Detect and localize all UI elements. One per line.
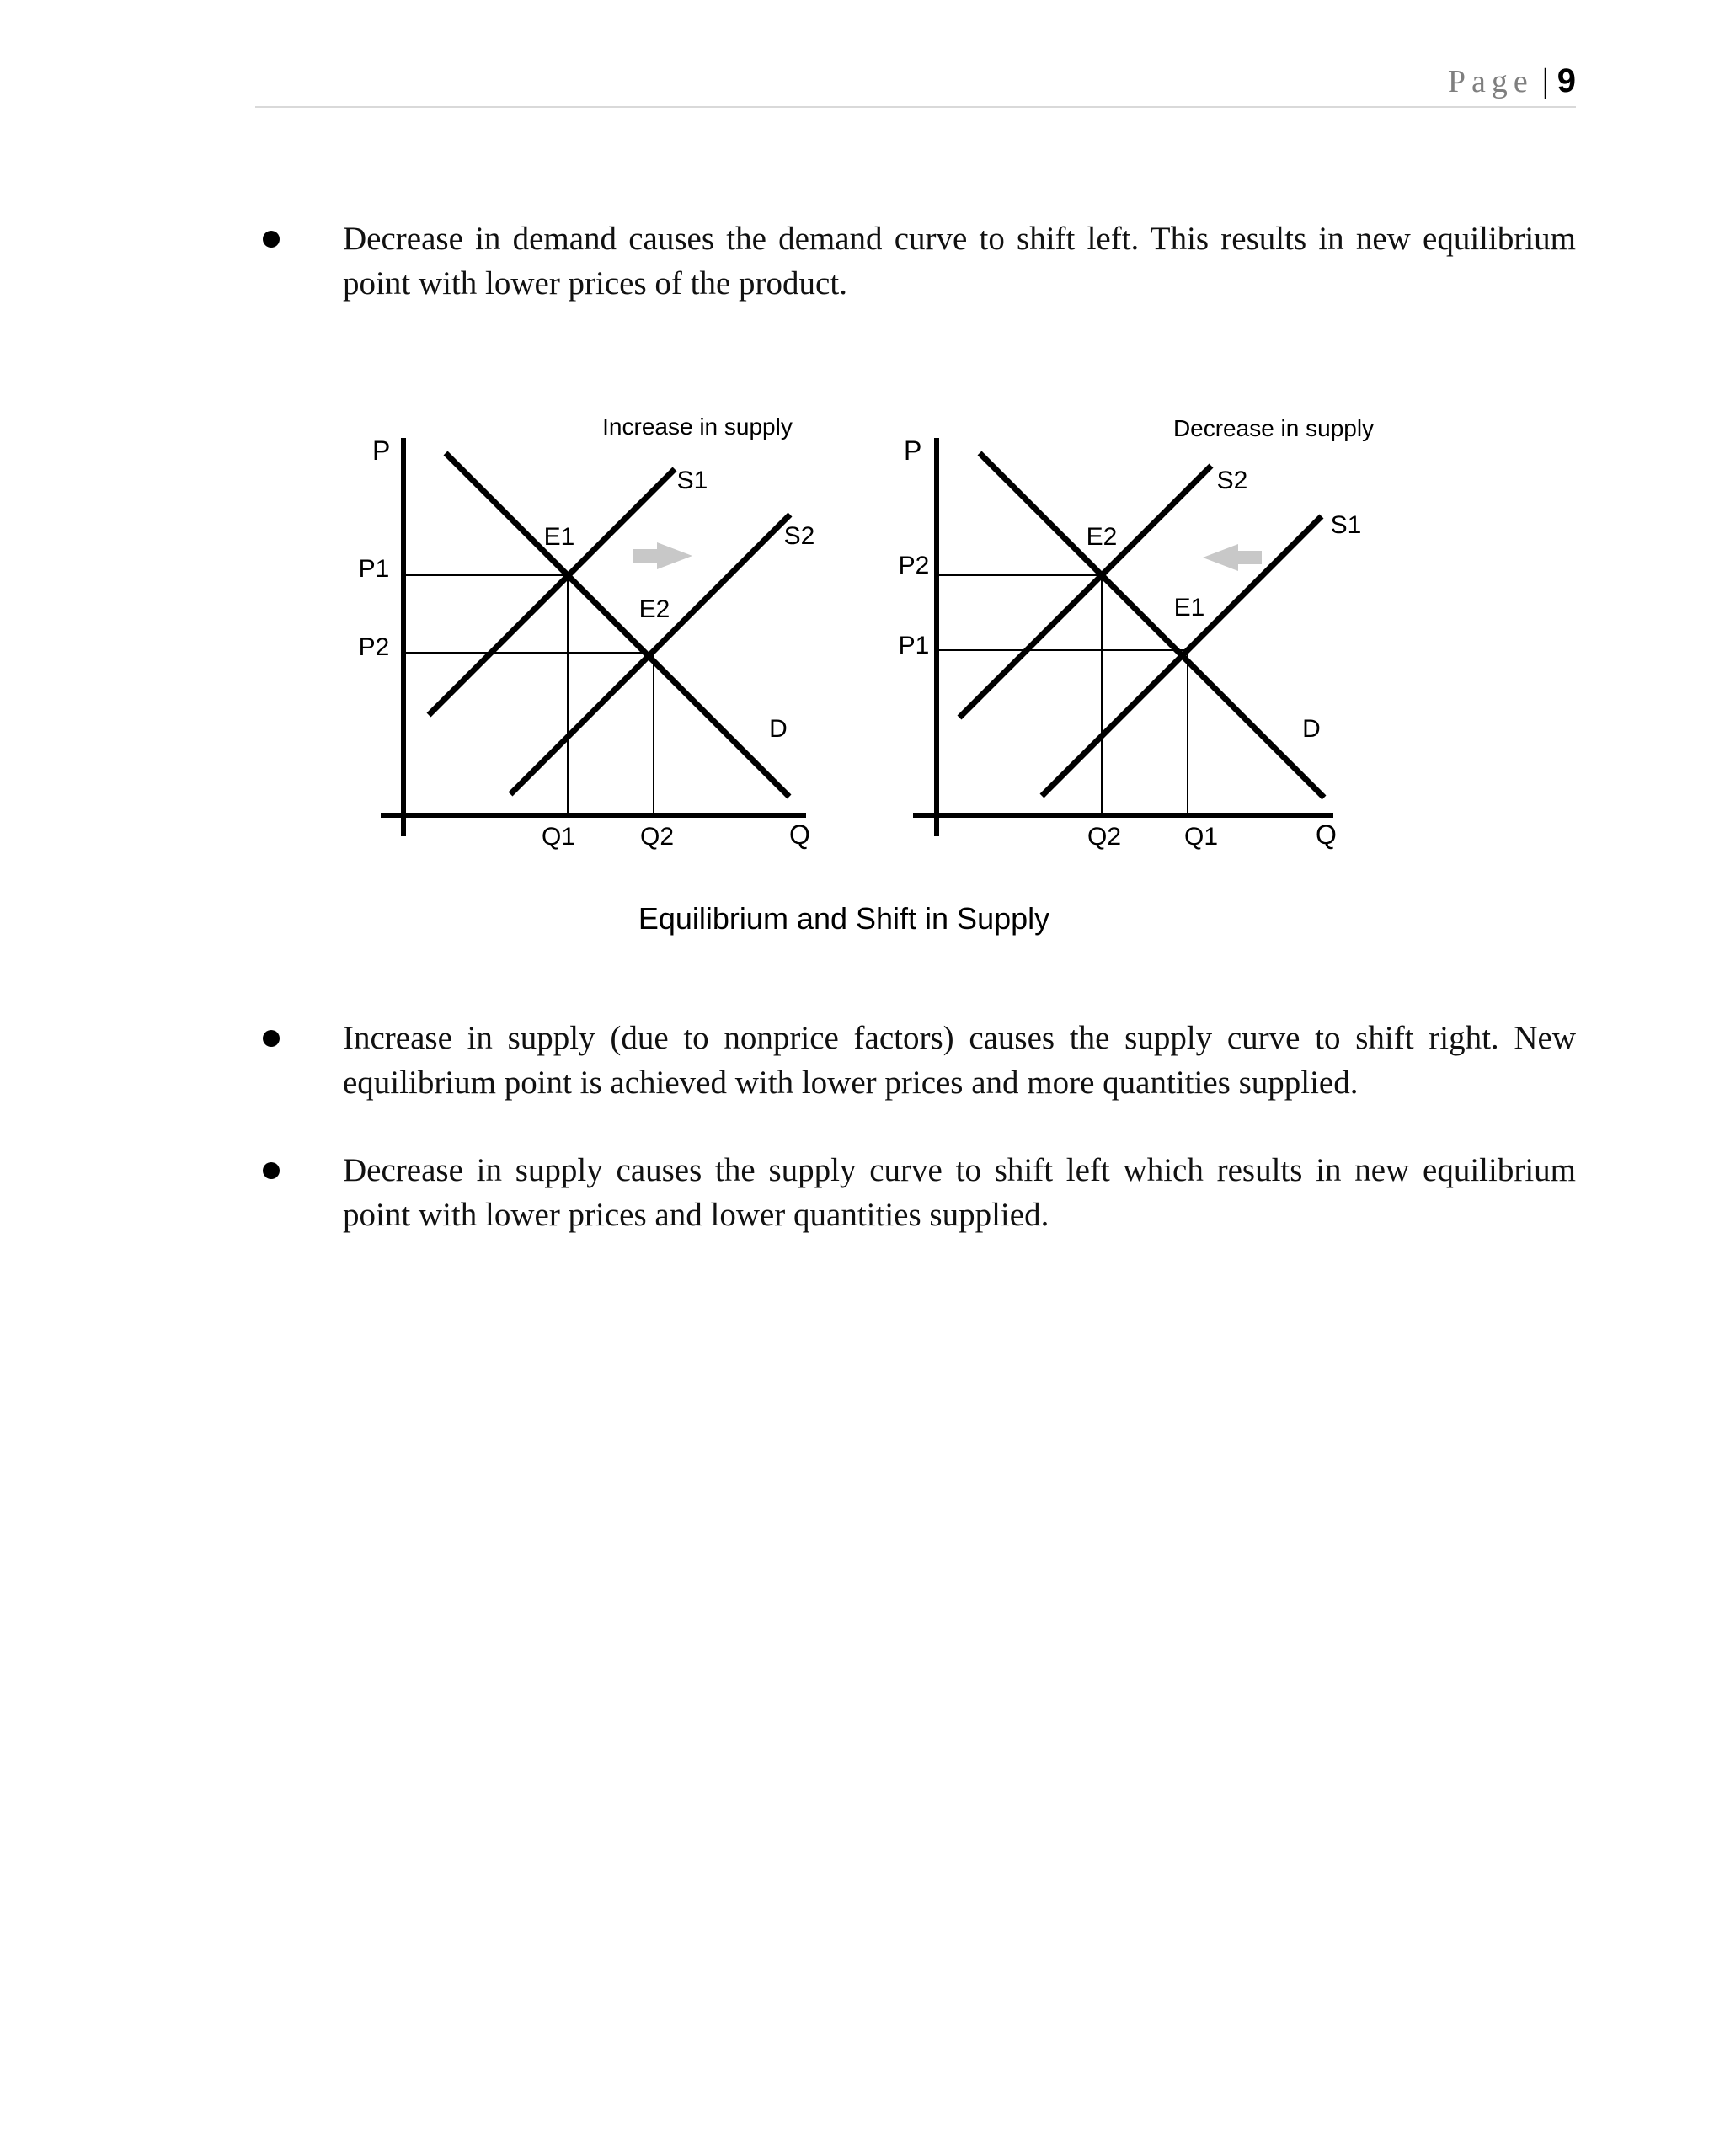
supply-shift-figure <box>337 404 1432 943</box>
page-separator: | <box>1541 61 1549 99</box>
bullet-text: Decrease in supply causes the supply curve to shift left which results in new equilibrium point with lower prices and lower quantities supplied. <box>343 1152 1576 1233</box>
left-x-axis-label: Q <box>789 819 810 850</box>
left-demand-curve <box>446 453 789 797</box>
page-header <box>1448 61 1576 100</box>
figure-caption: Equilibrium and Shift in Supply <box>638 901 1050 936</box>
supply-diagrams <box>337 404 1432 943</box>
right-demand-label: D <box>1302 715 1321 743</box>
right-qty-first-label: Q2 <box>1087 823 1122 851</box>
bullet-item <box>255 1148 1576 1241</box>
left-panel <box>359 414 815 851</box>
left-panel-title: Increase in supply <box>602 414 793 440</box>
bullet-dot-icon <box>263 1030 280 1047</box>
left-y-axis-label: P <box>372 435 391 466</box>
bullet-text: Decrease in demand causes the demand curve to shift left. This results in new equilibrium point with lower prices of the product. <box>343 221 1576 302</box>
right-eq-lower-label: E1 <box>1173 594 1205 622</box>
right-y-axis-label: P <box>904 435 922 466</box>
left-supply-1-label: S1 <box>676 467 708 494</box>
right-x-axis-label: Q <box>1316 819 1337 850</box>
right-panel-title: Decrease in supply <box>1172 415 1375 441</box>
left-supply-curve-1 <box>429 469 675 715</box>
left-eq-lower-label: E2 <box>638 595 670 623</box>
right-qty-second-label: Q1 <box>1183 823 1219 851</box>
bullet-item <box>255 1016 1576 1108</box>
left-price-low-label: P2 <box>358 633 390 661</box>
bullet-dot-icon <box>263 231 280 248</box>
right-demand-curve <box>980 453 1324 798</box>
right-panel <box>899 404 1374 851</box>
right-supply-1-label: S1 <box>1330 511 1362 539</box>
bullet-dot-icon <box>263 1162 280 1179</box>
left-price-high-label: P1 <box>358 555 390 583</box>
right-eq-upper-label: E2 <box>1086 523 1118 551</box>
left-shift-arrow-icon <box>1203 544 1262 571</box>
header-rule <box>255 106 1576 108</box>
page-label: Page <box>1447 64 1534 99</box>
right-price-high-label: P2 <box>898 552 930 579</box>
right-supply-curve-2 <box>959 466 1211 718</box>
right-shift-arrow-icon <box>633 542 692 569</box>
right-price-low-label: P1 <box>898 632 930 659</box>
left-eq-upper-label: E1 <box>543 523 575 551</box>
page-number: 9 <box>1557 62 1576 99</box>
bullet-item <box>255 216 1576 309</box>
left-qty-second-label: Q2 <box>639 823 675 851</box>
left-supply-2-label: S2 <box>783 522 815 550</box>
left-demand-label: D <box>769 715 788 743</box>
left-qty-first-label: Q1 <box>541 823 576 851</box>
right-supply-2-label: S2 <box>1216 467 1248 494</box>
bullet-text: Increase in supply (due to nonprice factors) causes the supply curve to shift right. New equilibrium point is achieved with lower prices and more quantities supplied. <box>343 1020 1576 1101</box>
